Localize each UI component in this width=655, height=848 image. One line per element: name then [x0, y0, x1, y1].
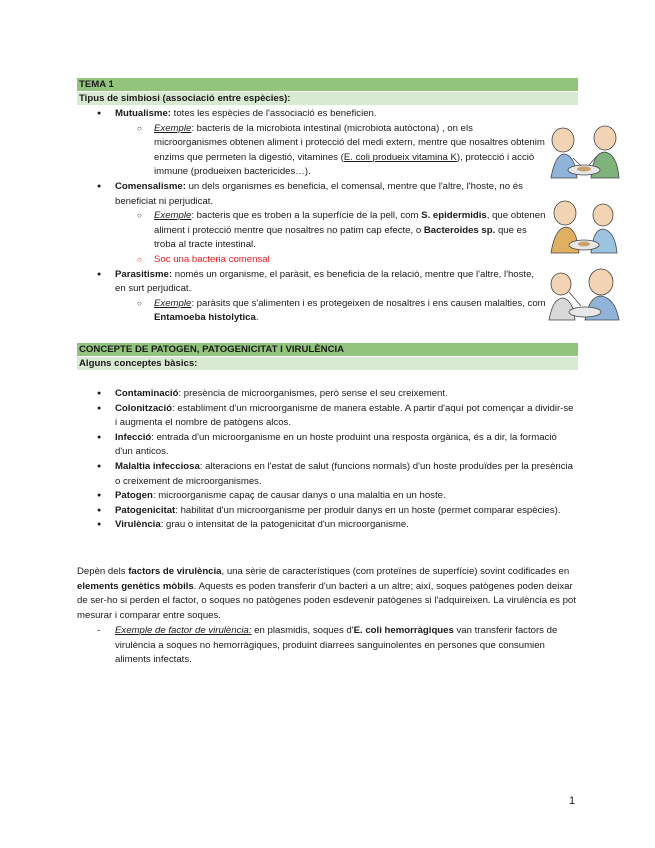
- list-item-mutualism: [77, 107, 547, 122]
- example-bold: S. epidermidis: [421, 210, 487, 222]
- list-item: [77, 387, 577, 402]
- list-item: [77, 431, 577, 460]
- list-item-parasitism: [77, 268, 547, 297]
- concept-term: Contaminació: [115, 388, 179, 399]
- concept-term: Malaltia infecciosa: [115, 460, 200, 472]
- example-label: Exemple: [154, 297, 192, 309]
- term-commensalism: Comensalisme:: [115, 180, 186, 192]
- term-parasitism: Parasitisme:: [115, 268, 173, 280]
- list-item-virulence-example: [77, 624, 579, 668]
- example-end: .: [255, 312, 259, 324]
- paragraph-text: , una sèrie de característiques (com proteïnes de superfície) sovint codificades en: [221, 566, 570, 577]
- example-text: van transferir factors de virulència a soques no hemorràgiques, produint diarrees sanguinolentes en persones que consumien aliments infectats.: [115, 625, 558, 666]
- concepts-list: [77, 387, 577, 533]
- example-text: , que obtenen aliment i protecció mentre que nosaltres no patim cap efecte, o: [154, 210, 546, 236]
- concept-def: : microorganisme capaç de causar danys o una malaltia en un hoste.: [152, 490, 446, 502]
- concept-def: : grau o intensitat de la patogenicitat d'un microorganisme.: [160, 519, 409, 531]
- list-item: [77, 460, 577, 489]
- paragraph-bold: elements genètics mòbils: [77, 580, 194, 592]
- example-label: Exemple de factor de virulència:: [115, 625, 252, 636]
- symbiosis-list: [77, 107, 547, 326]
- list-item: [77, 489, 577, 504]
- parasitism-cartoon-image: [545, 262, 623, 322]
- concept-term: Colonització: [115, 402, 173, 414]
- list-item: [77, 402, 577, 431]
- example-parasitism: [77, 297, 547, 326]
- virulence-factors-paragraph: [77, 565, 579, 623]
- example-mutualism: [77, 122, 547, 180]
- def-mutualism: totes les espècies de l'associació es beneficien.: [170, 108, 377, 119]
- example-text: : bacteris de la microbiota intestinal (microbiota autòctona) , on els microorganismes obtenen aliment i protecció del medi extern, mentre que nosaltres obtenim enzims que permeten la digestió, vitamines (: [154, 122, 545, 163]
- example-text: : bacteris que es troben a la superfície de la pell, com: [191, 210, 422, 222]
- mutualism-cartoon-image: [545, 120, 623, 180]
- example-text: en plasmidis, soques d': [251, 625, 354, 636]
- example-underlined: E. coli produeix vitamina K: [343, 151, 457, 163]
- concept-term: Virulència: [115, 519, 161, 531]
- paragraph-text: . Aquests es poden transferir d'un bacteri a un altre; així, soques patògenes poden deixar de ser-ho si perden el factor, o soques no patògenes poden esdevenir patògenes si l'adquireixen. La virulència es pot mesurar i comparar entre soques.: [77, 580, 576, 621]
- virulence-example: [77, 624, 579, 668]
- list-item-commensalism: [77, 180, 547, 209]
- example-end: ), protecció i acció immune (produeixen bactericides…).: [154, 151, 535, 178]
- list-item: [77, 504, 577, 519]
- example-text: que es troba al tracte intestinal.: [154, 224, 527, 251]
- concept-def: : presència de microorganismes, però sense el seu creixement.: [178, 388, 448, 399]
- paragraph-text: Depèn dels: [77, 566, 129, 577]
- term-mutualism: Mutualisme:: [115, 108, 171, 119]
- example-bold: Entamoeba histolytica: [154, 312, 256, 324]
- concept-def: : establiment d'un microorganisme de manera estable. A partir d'aquí pot començar a dividir-se i augmenta el nombre de patògens alcos.: [115, 402, 574, 429]
- example-text: : paràsits que s'alimenten i es protegeixen de nosaltres i ens causen malalties, com: [191, 297, 546, 309]
- def-parasitism: només un organisme, el paràsit, es beneficia de la relació, mentre que l'altre, l'hoste, en surt perjudicat.: [115, 268, 535, 295]
- section-title-tema1: TEMA 1: [77, 78, 578, 91]
- concept-def: : entrada d'un microorganisme en un hoste produint una resposta orgànica, és a dir, la formació d'un anticos.: [115, 431, 557, 458]
- concept-term: Infecció: [115, 431, 152, 443]
- page-number: 1: [569, 795, 576, 807]
- concept-term: Patogenicitat: [115, 504, 176, 516]
- concept-def: : alteracions en l'estat de salut (funcions normals) d'un hoste produïdes per la presència o creixement de microorganismes.: [115, 460, 574, 487]
- commensalism-cartoon-image: [545, 195, 623, 255]
- concept-def: : habilitat d'un microorganisme per produir danys en un hoste (permet comparar espècies).: [175, 504, 561, 516]
- list-item: [77, 518, 577, 533]
- note-commensal: ○ Soc una bacteria comensal: [77, 253, 547, 268]
- example-bold: E. coli hemorràgiques: [353, 625, 454, 636]
- section-subtitle-symbiosis: Tipus de simbiosi (associació entre espècies):: [77, 92, 578, 105]
- section-title-pathogen: CONCEPTE DE PATOGEN, PATOGENICITAT I VIRULÈNCIA: [77, 343, 578, 356]
- example-bold: Bacteroides sp.: [423, 224, 496, 236]
- example-commensalism: [77, 209, 547, 253]
- def-commensalism: un dels organismes es beneficia, el comensal, mentre que l'altre, l'hoste, no és beneficiat ni perjudicat.: [115, 180, 523, 207]
- example-label: Exemple: [154, 122, 192, 134]
- example-label: Exemple: [154, 210, 192, 222]
- concept-term: Patogen: [115, 490, 153, 502]
- section-subtitle-concepts: Alguns conceptes bàsics:: [77, 357, 578, 370]
- paragraph-bold: factors de virulència: [128, 566, 222, 577]
